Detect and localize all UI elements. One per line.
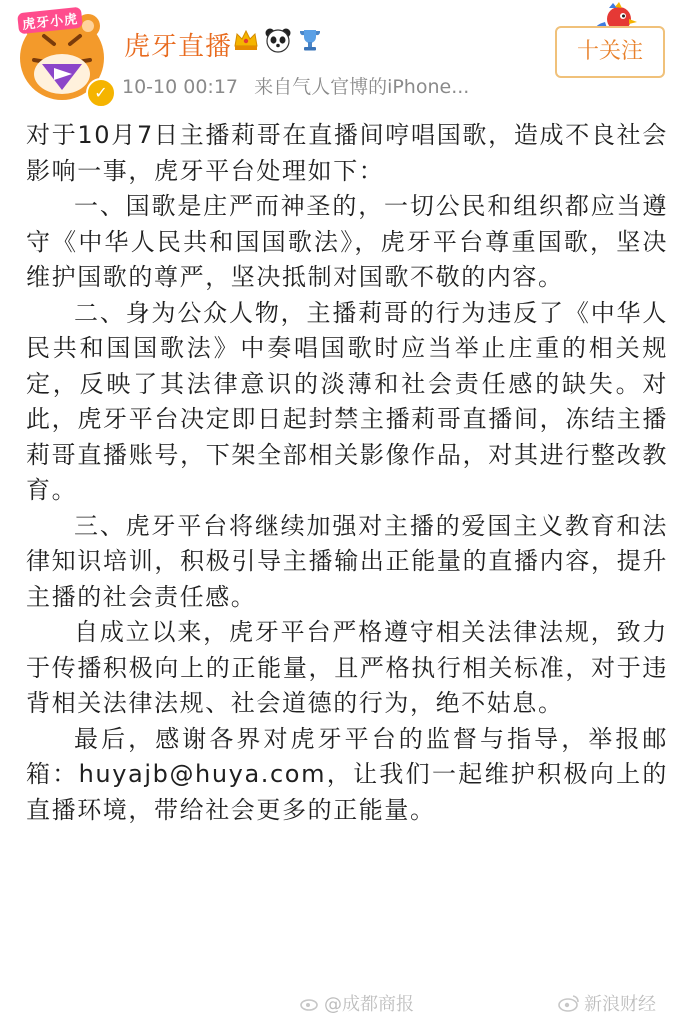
- weibo-icon: [300, 995, 320, 1016]
- avatar-sticker-text: 虎牙小虎: [17, 7, 83, 35]
- sina-finance-icon: [558, 994, 580, 1017]
- author-name[interactable]: 虎牙直播: [124, 32, 233, 62]
- author-avatar[interactable]: [14, 6, 110, 102]
- post-time: 10-10 00:17: [122, 76, 239, 98]
- panda-icon: [264, 26, 292, 54]
- post-paragraph: 二、身为公众人物，主播莉哥的行为违反了《中华人民共和国国歌法》中奏唱国歌时应当举止庄重的相关规定，反映了其法律意识的淡薄和社会责任感的缺失。对此，虎牙平台决定即日起封禁主播莉哥直播间，冻结主播莉哥直播账号，下架全部相关影像作品，对其进行整改教育。: [26, 298, 668, 504]
- post-source[interactable]: 来自气人官博的iPhone...: [254, 76, 470, 98]
- verified-v-icon: ✓: [86, 78, 116, 108]
- watermark-brand: [558, 990, 656, 1017]
- post-paragraph: 自成立以来，虎牙平台严格遵守相关法律法规，致力于传播积极向上的正能量，且严格执行相关标准，对于违背相关法律法规、社会道德的行为，绝不姑息。: [26, 618, 668, 717]
- post-paragraph: 最后，感谢各界对虎牙平台的监督与指导，举报邮箱：huyajb@huya.com，让我们一起维护积极向上的直播环境，带给社会更多的正能量。: [26, 724, 668, 824]
- post-paragraph: 三、虎牙平台将继续加强对主播的爱国主义教育和法律知识培训，积极引导主播输出正能量的直播内容，提升主播的社会责任感。: [26, 511, 668, 611]
- crown-icon: [232, 26, 260, 54]
- watermark-source: [300, 990, 414, 1016]
- follow-button[interactable]: 十关注: [555, 26, 665, 78]
- post-body: [26, 118, 668, 828]
- watermark-right-text: 新浪财经: [584, 994, 656, 1015]
- post-meta: [122, 72, 469, 99]
- post-paragraph: 一、国歌是庄严而神圣的，一切公民和组织都应当遵守《中华人民共和国国歌法》，虎牙平台尊重国歌，坚决维护国歌的尊严，坚决抵制对国歌不敬的内容。: [26, 192, 668, 291]
- trophy-icon: [296, 26, 324, 54]
- post-header: [0, 0, 690, 112]
- watermark-left-text: @成都商报: [324, 994, 414, 1015]
- post-paragraph: 对于10月7日主播莉哥在直播间哼唱国歌，造成不良社会影响一事，虎牙平台处理如下：: [26, 121, 668, 185]
